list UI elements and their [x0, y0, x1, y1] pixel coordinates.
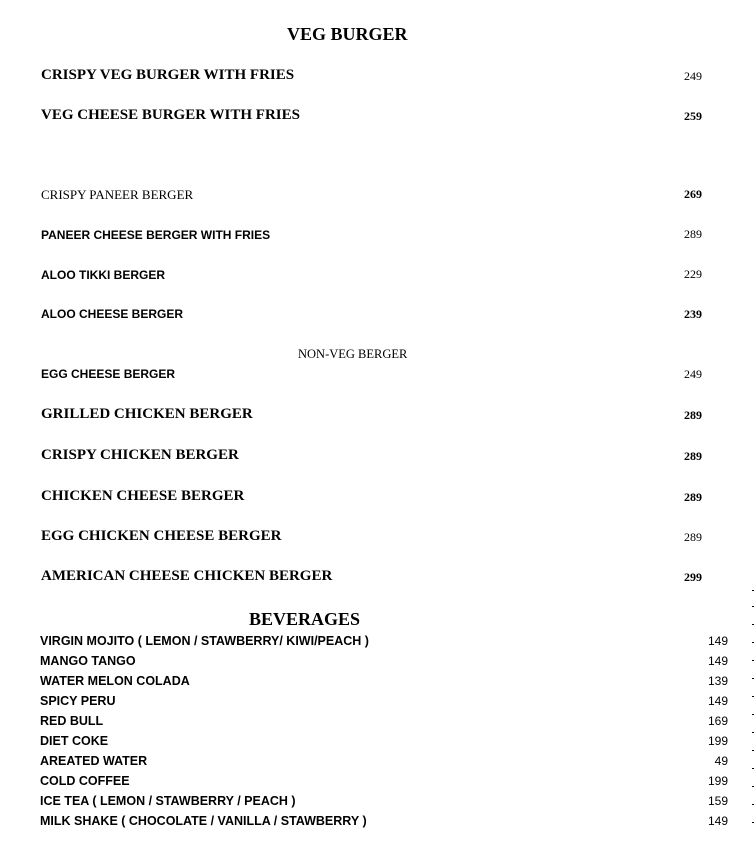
menu-item-name: PANEER CHEESE BERGER WITH FRIES	[41, 228, 271, 242]
menu-item-price: 239	[684, 307, 702, 321]
beverage-name: SPICY PERU	[40, 694, 116, 708]
beverage-name: ICE TEA ( LEMON / STAWBERRY / PEACH )	[40, 794, 296, 808]
menu-item-price: 289	[684, 227, 702, 241]
edge-mark	[752, 822, 754, 823]
menu-item-name: AMERICAN CHEESE CHICKEN BERGER	[41, 568, 333, 584]
beverage-price: 199	[707, 774, 728, 788]
menu-item-price: 289	[684, 408, 702, 422]
menu-item-name: EGG CHEESE BERGER	[41, 367, 176, 381]
menu-item-name: CRISPY VEG BURGER WITH FRIES	[41, 67, 295, 83]
menu-item-name: VEG CHEESE BURGER WITH FRIES	[41, 107, 300, 123]
beverage-name: MILK SHAKE ( CHOCOLATE / VANILLA / STAWBERRY )	[40, 814, 367, 828]
edge-mark	[752, 714, 754, 715]
menu-item-price: 299	[684, 570, 702, 584]
beverage-price: 139	[707, 674, 728, 688]
beverage-price: 149	[707, 654, 728, 668]
edge-mark	[752, 732, 754, 733]
menu-item-price: 229	[684, 267, 702, 281]
beverage-name: MANGO TANGO	[40, 654, 136, 668]
edge-mark	[752, 606, 754, 607]
menu-item-price: 269	[684, 187, 702, 201]
edge-mark	[752, 696, 754, 697]
edge-mark	[752, 678, 754, 679]
beverage-price: 149	[707, 814, 728, 828]
menu-item-name: CRISPY CHICKEN BERGER	[41, 447, 239, 463]
beverage-price: 169	[707, 714, 728, 728]
edge-mark	[752, 624, 754, 625]
non-veg-burger-heading: NON-VEG BERGER	[298, 347, 408, 361]
beverage-price: 199	[707, 734, 728, 748]
beverage-price: 149	[707, 634, 728, 648]
menu-item-name: CHICKEN CHEESE BERGER	[41, 488, 245, 504]
menu-item-name: CRISPY PANEER BERGER	[41, 187, 194, 202]
menu-item-price: 249	[684, 367, 702, 381]
beverage-name: DIET COKE	[40, 734, 109, 748]
edge-mark	[752, 804, 754, 805]
beverage-name: VIRGIN MOJITO ( LEMON / STAWBERRY/ KIWI/PEACH )	[40, 634, 369, 648]
edge-mark	[752, 590, 754, 591]
edge-mark	[752, 786, 754, 787]
menu-item-name: EGG CHICKEN CHEESE BERGER	[41, 528, 282, 544]
menu-item-price: 249	[684, 69, 702, 83]
menu-item-name: ALOO CHEESE BERGER	[41, 307, 184, 321]
edge-mark	[752, 660, 754, 661]
edge-mark	[752, 750, 754, 751]
menu-item-price: 289	[684, 490, 702, 504]
beverages-heading: BEVERAGES	[249, 609, 361, 629]
beverage-price: 159	[707, 794, 728, 808]
menu-item-price: 289	[684, 530, 702, 544]
menu-item-price: 289	[684, 449, 702, 463]
beverage-name: AREATED WATER	[40, 754, 148, 768]
beverage-name: RED BULL	[40, 714, 104, 728]
menu-item-name: ALOO TIKKI BERGER	[41, 268, 166, 282]
edge-mark	[752, 768, 754, 769]
menu-item-price: 259	[684, 109, 702, 123]
beverage-price: 49	[714, 754, 728, 768]
edge-mark	[752, 642, 754, 643]
veg-burger-heading: VEG BURGER	[287, 24, 408, 44]
beverage-name: COLD COFFEE	[40, 774, 130, 788]
beverage-price: 149	[707, 694, 728, 708]
beverage-name: WATER MELON COLADA	[40, 674, 190, 688]
menu-item-name: GRILLED CHICKEN BERGER	[41, 406, 253, 422]
